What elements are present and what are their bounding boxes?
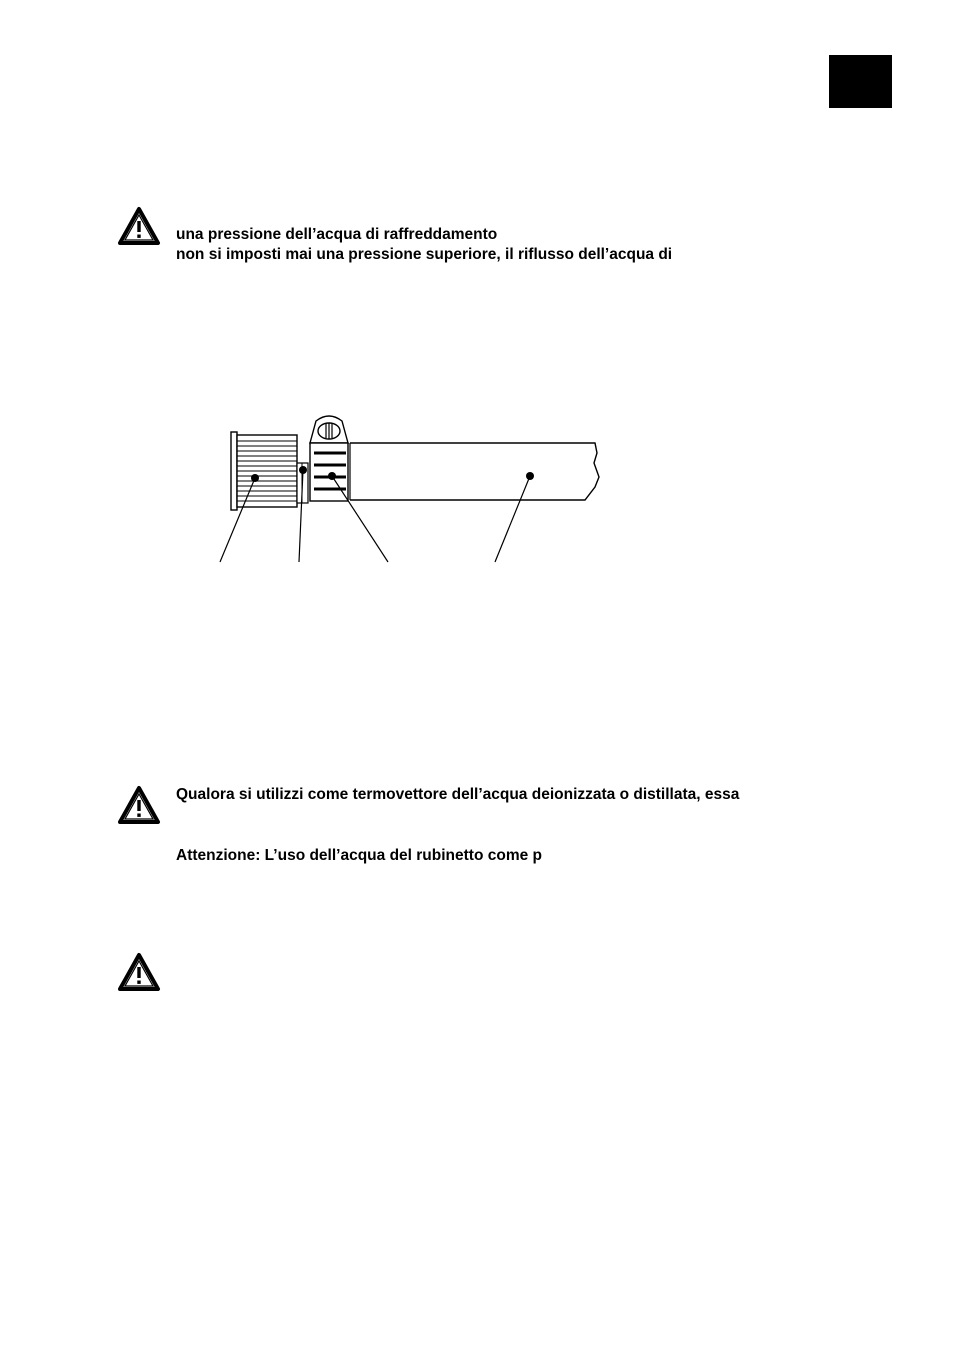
hose-connector-diagram xyxy=(210,405,610,570)
warning-triangle-icon xyxy=(117,206,161,246)
warning-2-line-1: Qualora si utilizzi come termovettore dell’acqua deionizzata o distillata, essa xyxy=(176,786,740,803)
warning-triangle-icon xyxy=(117,952,161,992)
warning-triangle-icon xyxy=(117,785,161,825)
warning-1-line-1: una pressione dell’acqua di raffreddamento xyxy=(176,226,498,243)
warning-2-note: Attenzione: L’uso dell’acqua del rubinetto come p xyxy=(176,847,543,864)
page-corner-tab xyxy=(829,55,892,108)
warning-1-line-2: non si imposti mai una pressione superiore, il riflusso dell’acqua di xyxy=(176,246,673,263)
